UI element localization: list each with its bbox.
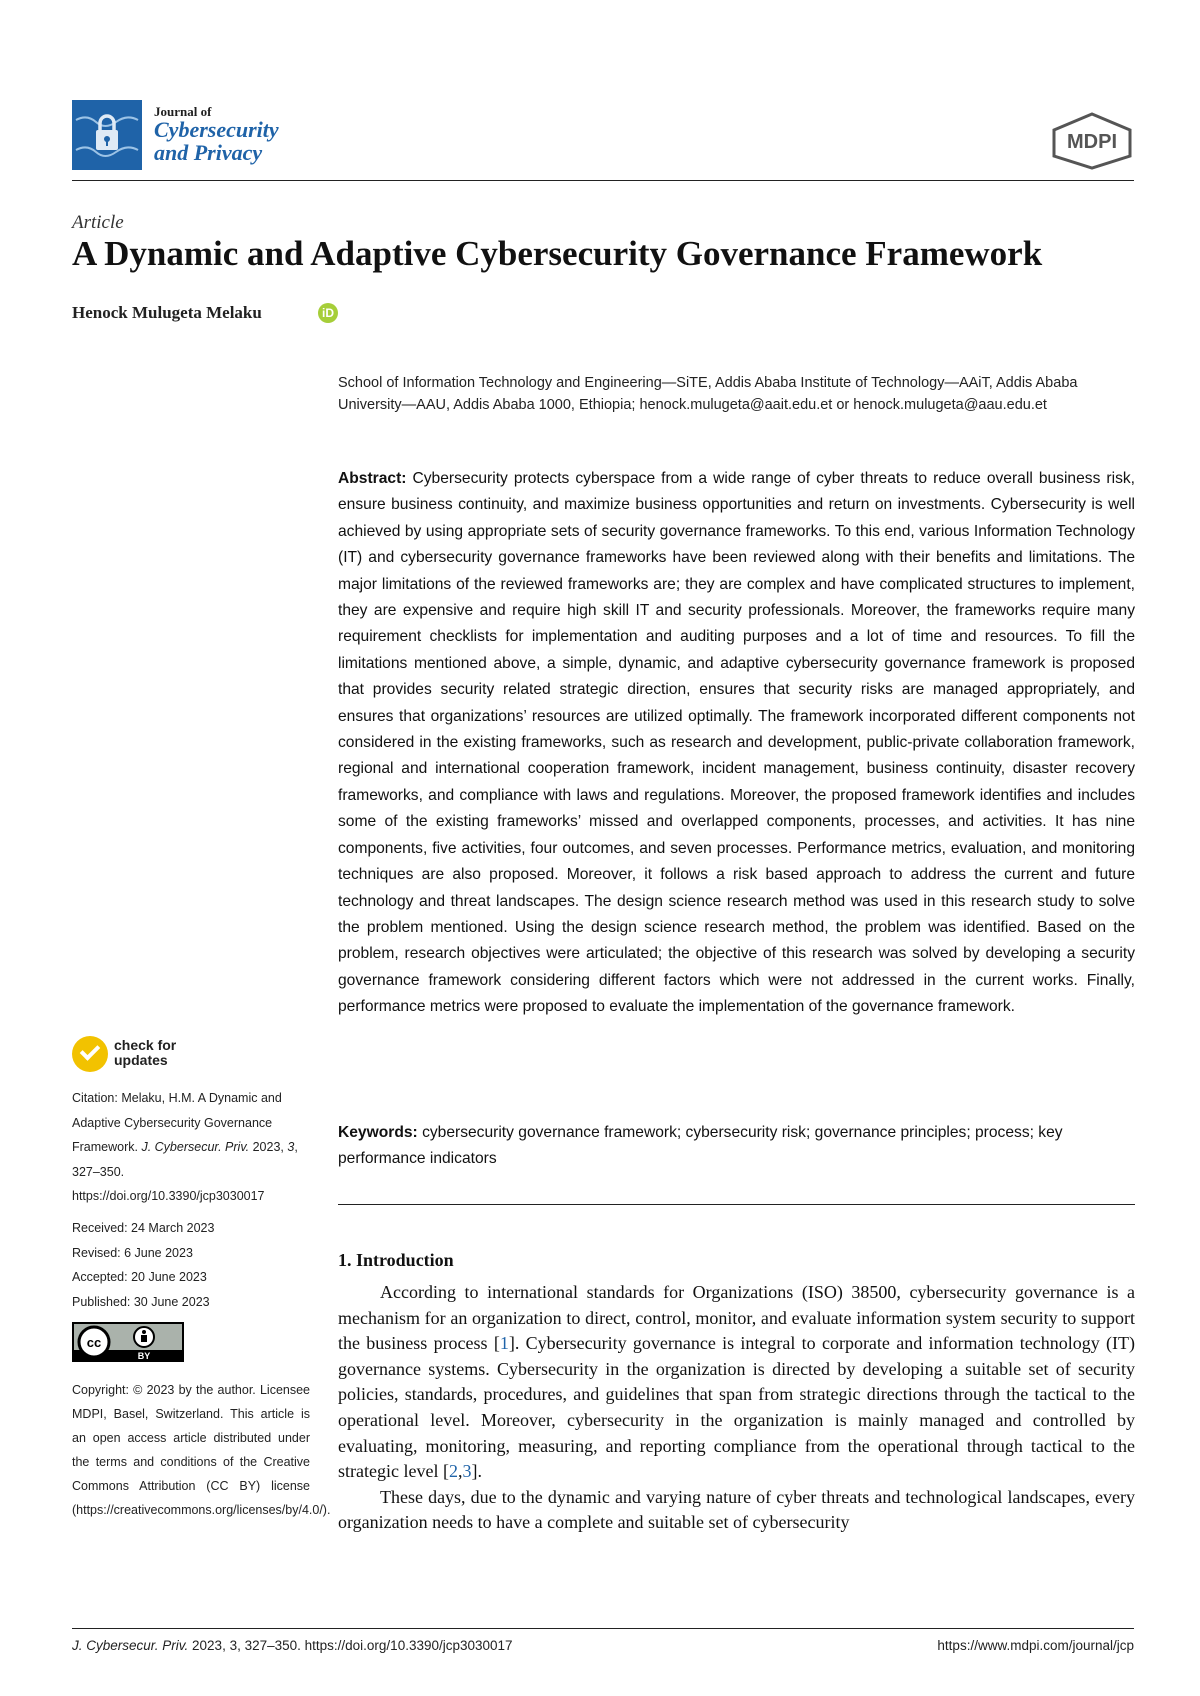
footer-citation: J. Cybersecur. Priv. 2023, 3, 327–350. https://doi.org/10.3390/jcp3030017 <box>72 1638 513 1653</box>
journal-name: Cybersecurity and Privacy <box>154 117 279 165</box>
citation-link[interactable]: 1 <box>499 1333 509 1354</box>
abstract-text: Cybersecurity protects cyberspace from a wide range of cyber threats to reduce overall business risk, ensure business continuity, and maximize business opportunities and return on investments. Cybersecurity is well achieved by using appropriate sets of security governance frameworks. To this end, various Information Technology (IT) and cybersecurity governance frameworks have been reviewed along with their benefits and limitations. The major limitations of the reviewed frameworks are; they are complex and have complicated structures to implement, they are expensive and require high skill IT and security professionals. Moreover, the frameworks require many requirement checklists for implementation and auditing purposes and a lot of time and resources. To fill the limitations mentioned above, a simple, dynamic, and adaptive cybersecurity governance framework is proposed that provides security related strategic direction, ensures that security risks are managed appropriately, and ensures that organizations’ resources are utilized optimally. The framework incorporated different components not considered in the existing frameworks, such as research and development, public-private collaboration framework, regional and international cooperation framework, incident management, business continuity, disaster recovery frameworks, and compliance with laws and regulations. Moreover, the proposed framework identifies and includes some of the existing frameworks’ missed and overlapped components, processes, and activities. It has nine components, five activities, four outcomes, and seven processes. Performance metrics, evaluation, and monitoring techniques are also proposed. Moreover, it follows a risk based approach to address the current and future technology and threat landscapes. The design science research method was used in this research study to solve the problem mentioned. Using the design science research method, the problem was identified. Based on the problem, research objectives were articulated; the objective of this research was solved by developing a security governance framework considering different factors which were not addressed in the current works. Finally, performance metrics were proposed to evaluate the implementation of the governance framework. <box>338 470 1135 1016</box>
footer-divider <box>72 1628 1134 1629</box>
cc-by-license-icon[interactable] <box>72 1322 184 1362</box>
copyright-notice: Copyright: © 2023 by the author. Licensee MDPI, Basel, Switzerland. This article is an open access article distributed under the terms and conditions of the Creative Commons Attribution (CC BY) license (https://creativecommons.org/licenses/by/4.0/). <box>72 1383 331 1517</box>
citation-link[interactable]: 2 <box>448 1461 458 1482</box>
lock-icon <box>72 100 142 170</box>
svg-text:cc: cc <box>86 1335 102 1350</box>
abstract-label: Abstract: <box>338 470 407 487</box>
check-updates-line2: updates <box>114 1052 168 1068</box>
orcid-icon[interactable]: iD <box>318 303 338 323</box>
published-date: Published: 30 June 2023 <box>72 1294 210 1309</box>
revised-date: Revised: 6 June 2023 <box>72 1245 193 1260</box>
check-updates-line1: check for <box>114 1037 177 1053</box>
abstract-divider <box>338 1204 1135 1205</box>
check-for-updates[interactable] <box>72 1036 222 1076</box>
journal-url-link[interactable]: https://www.mdpi.com/journal/jcp <box>937 1638 1134 1653</box>
author-name: Henock Mulugeta Melaku <box>72 303 262 322</box>
intro-paragraph: According to international standards for Organizations (ISO) 38500, cybersecurity governance is a mechanism for an organization to direct, control, monitor, and evaluate information system security to support the business process [1]. Cybersecurity governance is integral to corporate and information technology (IT) governance systems. Cybersecurity in the organization is directed by developing a suitable set of security policies, standards, procedures, and guidelines that span from strategic directions through the tactical to the operational level. Moreover, cybersecurity in the organization is mainly managed and controlled by evaluating, monitoring, measuring, and reporting compliance from the operational through tactical to the strategic level [2,3]. <box>338 1282 1135 1482</box>
keywords-label: Keywords: <box>338 1124 418 1141</box>
mdpi-logo[interactable] <box>1050 112 1134 170</box>
header-divider <box>72 180 1134 181</box>
keywords-text: cybersecurity governance framework; cybersecurity risk; governance principles; process; key performance indicators <box>338 1124 1063 1167</box>
check-updates-icon <box>72 1036 108 1072</box>
intro-paragraph: These days, due to the dynamic and varying nature of cyber threats and technological landscapes, every organization needs to have a complete and suitable set of cybersecurity <box>338 1486 1135 1533</box>
paper-title: A Dynamic and Adaptive Cybersecurity Governance Framework <box>72 234 1043 273</box>
journal-of-label: Journal of <box>154 104 212 119</box>
citation: Citation: Melaku, H.M. A Dynamic and Adaptive Cybersecurity Governance Framework. J. Cybersecur. Priv. 2023, 3, 327–350. https://doi.org/10.3390/jcp3030017 <box>72 1091 298 1203</box>
introduction-body <box>338 1280 1135 1536</box>
journal-logo <box>72 100 302 172</box>
section-heading: 1. Introduction <box>338 1250 454 1270</box>
article-dates <box>72 1216 312 1314</box>
publisher-name: MDPI <box>1067 131 1117 153</box>
citation-link[interactable]: 3 <box>462 1461 472 1482</box>
keywords <box>338 1120 1135 1172</box>
accepted-date: Accepted: 20 June 2023 <box>72 1270 207 1284</box>
citation-doi-link[interactable]: https://doi.org/10.3390/jcp3030017 <box>72 1189 265 1203</box>
article-type: Article <box>72 212 124 233</box>
abstract <box>338 466 1135 1021</box>
svg-text:BY: BY <box>137 1351 151 1361</box>
received-date: Received: 24 March 2023 <box>72 1221 215 1235</box>
affiliation: School of Information Technology and Engineering—SiTE, Addis Ababa Institute of Technology—AAiT, Addis Ababa University—AAU, Addis Ababa 1000, Ethiopia; henock.mulugeta@aait.edu.et or henock.mulugeta@aau.edu.et <box>338 375 1078 413</box>
